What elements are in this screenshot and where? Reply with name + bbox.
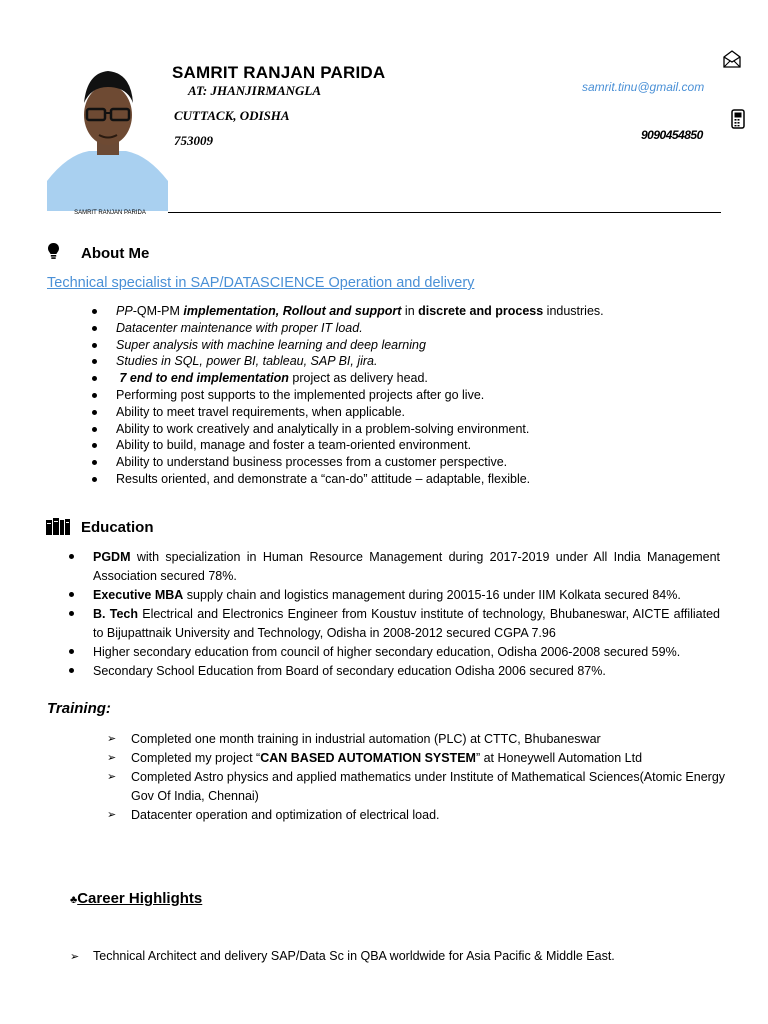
list-item: Datacenter maintenance with proper IT load. <box>116 320 604 337</box>
address-line-2: CUTTACK, ODISHA <box>174 108 290 123</box>
lightbulb-icon <box>47 242 60 265</box>
about-subtitle: Technical specialist in SAP/DATASCIENCE Operation and delivery <box>47 275 475 291</box>
list-item: PP-QM-PM implementation, Rollout and support in discrete and process industries. <box>116 303 604 320</box>
photo-caption: SAMRIT RANJAN PARIDA <box>74 210 146 216</box>
list-item: Performing post supports to the implemented projects after go live. <box>116 387 604 404</box>
about-me-heading: About Me <box>81 245 150 262</box>
email-link[interactable]: samrit.tinu@gmail.com <box>582 80 705 94</box>
mobile-phone-icon <box>731 109 745 134</box>
arrow-bullet-icon: ➢ <box>107 733 117 745</box>
header-divider <box>168 212 721 213</box>
phone-number: 9090454850 <box>641 128 703 142</box>
list-item: ➢ Completed one month training in industrial automation (PLC) at CTTC, Bhubaneswar <box>131 730 731 749</box>
arrow-bullet-icon: ➢ <box>107 752 117 764</box>
training-heading: Training: <box>47 700 111 717</box>
list-item: Higher secondary education from council of higher secondary education, Odisha 2006-2008 secured 59%. <box>93 643 720 662</box>
career-highlights-heading: ♣Career Highlights <box>70 890 203 907</box>
list-item: B. Tech Electrical and Electronics Engineer from Koustuv institute of technology, Bhubaneswar, AICTE affiliated to Bijupattnaik University and Technology, Odisha in 2008-2012 secured CGPA 7.96 <box>93 605 720 643</box>
list-item: Ability to build, manage and foster a team-oriented environment. <box>116 437 604 454</box>
list-item: Studies in SQL, power BI, tableau, SAP BI, jira. <box>116 353 604 370</box>
list-item: ➢ Completed my project “CAN BASED AUTOMATION SYSTEM” at Honeywell Automation Ltd <box>131 749 731 768</box>
arrow-bullet-icon: ➢ <box>107 809 117 821</box>
arrow-bullet-icon: ➢ <box>107 771 117 783</box>
candidate-name: SAMRIT RANJAN PARIDA <box>172 63 386 82</box>
profile-photo <box>47 63 168 211</box>
list-item: ➢ Datacenter operation and optimization of electrical load. <box>131 806 731 825</box>
arrow-bullet-icon: ➢ <box>70 951 80 963</box>
career-highlight-item: Technical Architect and delivery SAP/Data Sc in QBA worldwide for Asia Pacific & Middle East. <box>93 949 615 963</box>
list-item: Ability to meet travel requirements, when applicable. <box>116 404 604 421</box>
books-icon <box>46 517 70 540</box>
list-item: Secondary School Education from Board of secondary education Odisha 2006 secured 87%. <box>93 662 720 681</box>
list-item: 7 end to end implementation project as delivery head. <box>116 370 604 387</box>
list-item: Results oriented, and demonstrate a “can-do” attitude – adaptable, flexible. <box>116 471 604 488</box>
club-icon: ♣ <box>70 894 78 906</box>
list-item: ➢ Completed Astro physics and applied mathematics under Institute of Mathematical Sciences(Atomic Energy Gov Of India, Chennai) <box>107 770 726 803</box>
envelope-icon <box>722 50 742 73</box>
list-item: Executive MBA supply chain and logistics management during 20015-16 under IIM Kolkata secured 84%. <box>93 586 720 605</box>
about-list <box>116 303 604 488</box>
address-line-1: AT: JHANJIRMANGLA <box>188 83 322 98</box>
list-item: Ability to work creatively and analytically in a problem-solving environment. <box>116 421 604 438</box>
list-item: PGDM with specialization in Human Resource Management during 2017-2019 under All India Management Association secured 78%. <box>93 548 720 586</box>
training-list <box>107 730 731 825</box>
education-heading: Education <box>81 519 154 536</box>
list-item: Ability to understand business processes from a customer perspective. <box>116 454 604 471</box>
address-line-3: 753009 <box>174 133 213 148</box>
education-list <box>93 548 720 681</box>
list-item: Super analysis with machine learning and deep learning <box>116 337 604 354</box>
